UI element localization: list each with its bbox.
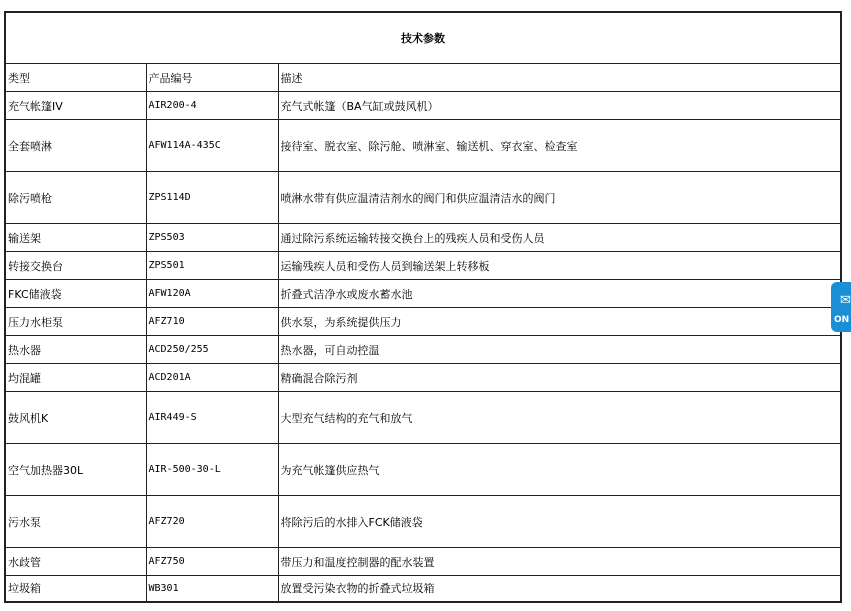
- cell-description: 将除污后的水排入FCK储液袋: [278, 496, 841, 548]
- cell-code: AIR449-S: [146, 392, 278, 444]
- cell-description: 充气式帐篷（BA气缸或鼓风机）: [278, 92, 841, 120]
- table-row: [5, 308, 841, 336]
- online-chat-label: ON: [834, 315, 850, 325]
- cell-description: 大型充气结构的充气和放气: [278, 392, 841, 444]
- cell-code: AFZ710: [146, 308, 278, 336]
- cell-code: ACD250/255: [146, 336, 278, 364]
- cell-description: 为充气帐篷供应热气: [278, 444, 841, 496]
- table-row: [5, 548, 841, 576]
- table-row: [5, 120, 841, 172]
- cell-description: 喷淋水带有供应温清洁剂水的阀门和供应温清洁水的阀门: [278, 172, 841, 224]
- cell-code: ZPS114D: [146, 172, 278, 224]
- cell-type: 水歧管: [5, 548, 146, 576]
- table-row: [5, 92, 841, 120]
- table-row: [5, 172, 841, 224]
- cell-code: ZPS501: [146, 252, 278, 280]
- cell-description: 运输残疾人员和受伤人员到输送架上转移板: [278, 252, 841, 280]
- table-row: [5, 252, 841, 280]
- cell-description: 精确混合除污剂: [278, 364, 841, 392]
- cell-type: 热水器: [5, 336, 146, 364]
- table-row: [5, 364, 841, 392]
- cell-type: 污水泵: [5, 496, 146, 548]
- online-chat-widget[interactable]: [831, 282, 851, 332]
- cell-type: 输送架: [5, 224, 146, 252]
- cell-description: 接待室、脱衣室、除污舱、喷淋室、输送机、穿衣室、检查室: [278, 120, 841, 172]
- cell-description: 带压力和温度控制器的配水装置: [278, 548, 841, 576]
- cell-type: 鼓风机K: [5, 392, 146, 444]
- cell-type: 空气加热器30L: [5, 444, 146, 496]
- table-row: [5, 444, 841, 496]
- header-product-code: 产品编号: [146, 64, 278, 92]
- cell-type: 除污喷枪: [5, 172, 146, 224]
- cell-description: 热水器，可自动控温: [278, 336, 841, 364]
- cell-code: AFW114A-435C: [146, 120, 278, 172]
- cell-code: WB301: [146, 576, 278, 602]
- cell-code: ACD201A: [146, 364, 278, 392]
- cell-code: AIR200-4: [146, 92, 278, 120]
- table-row: [5, 280, 841, 308]
- cell-code: AFZ750: [146, 548, 278, 576]
- chat-icon: ✉: [840, 293, 851, 308]
- cell-description: 通过除污系统运输转接交换台上的残疾人员和受伤人员: [278, 224, 841, 252]
- cell-description: 供水泵，为系统提供压力: [278, 308, 841, 336]
- table-title: 技术参数: [5, 12, 841, 64]
- table-row: [5, 224, 841, 252]
- table-header-row: [5, 64, 841, 92]
- cell-description: 折叠式洁净水或废水蓄水池: [278, 280, 841, 308]
- cell-code: AFZ720: [146, 496, 278, 548]
- tech-params-table: [4, 11, 842, 603]
- table-row: [5, 576, 841, 602]
- table-row: [5, 336, 841, 364]
- cell-type: 均混罐: [5, 364, 146, 392]
- cell-code: AFW120A: [146, 280, 278, 308]
- cell-type: 充气帐篷IV: [5, 92, 146, 120]
- cell-type: 转接交换台: [5, 252, 146, 280]
- cell-type: 压力水柜泵: [5, 308, 146, 336]
- cell-code: AIR-500-30-L: [146, 444, 278, 496]
- cell-type: FKC储液袋: [5, 280, 146, 308]
- cell-type: 垃圾箱: [5, 576, 146, 602]
- cell-type: 全套喷淋: [5, 120, 146, 172]
- table-row: [5, 392, 841, 444]
- table-title-row: [5, 12, 841, 64]
- table-row: [5, 496, 841, 548]
- header-description: 描述: [278, 64, 841, 92]
- cell-code: ZPS503: [146, 224, 278, 252]
- header-type: 类型: [5, 64, 146, 92]
- cell-description: 放置受污染衣物的折叠式垃圾箱: [278, 576, 841, 602]
